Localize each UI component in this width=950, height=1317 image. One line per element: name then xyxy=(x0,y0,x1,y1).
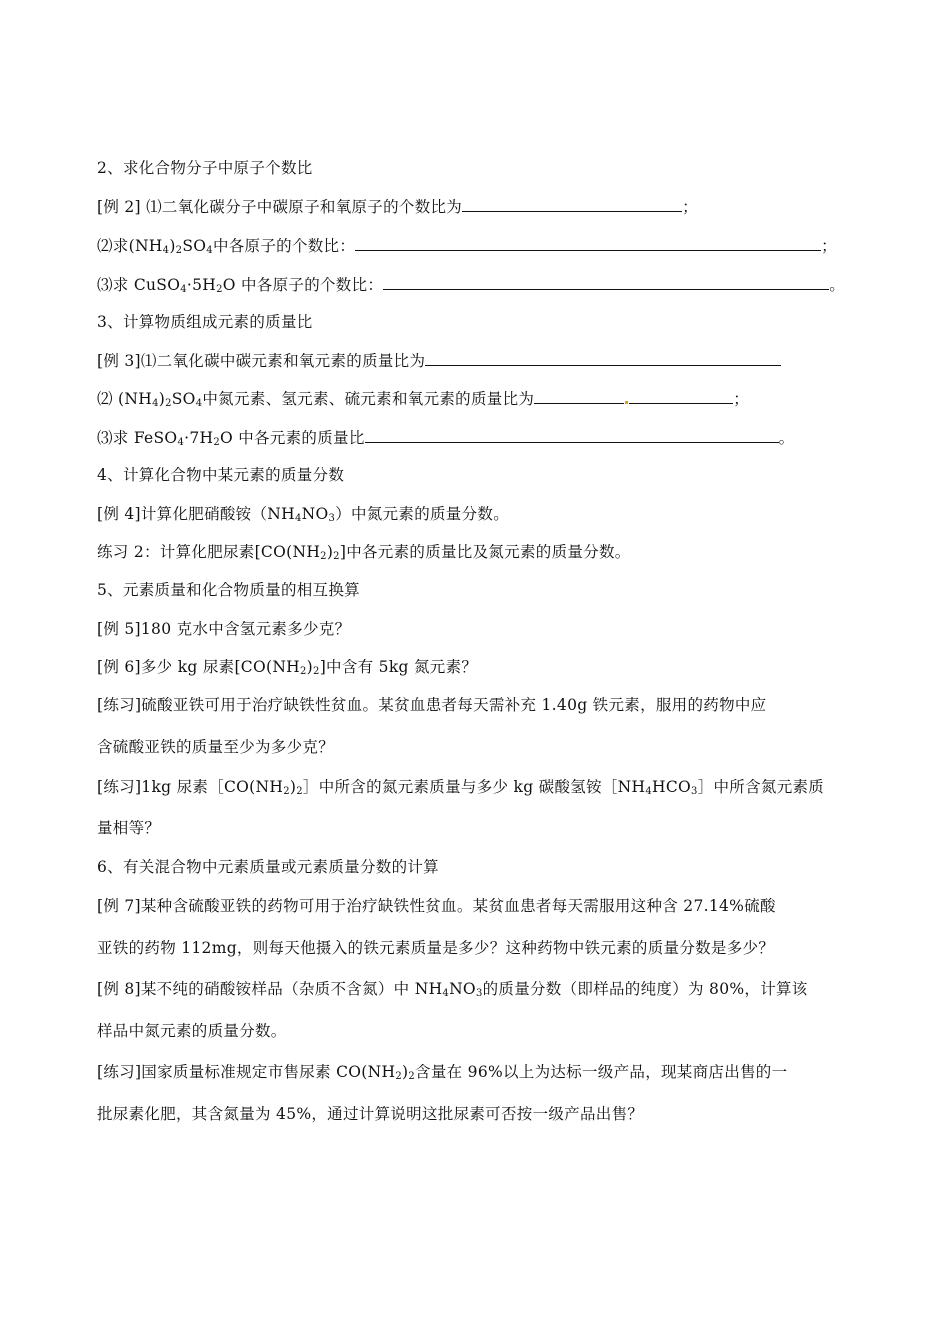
practice-2 xyxy=(97,542,631,562)
subscript: 4 xyxy=(152,398,159,409)
subscript: 2 xyxy=(333,551,340,562)
text: ·5H xyxy=(186,276,217,294)
text: ⑵求(NH xyxy=(97,237,163,255)
text: 中氮元素、氢元素、硫元素和氧元素的质量比为 xyxy=(202,390,535,408)
section-heading-5 xyxy=(97,580,360,600)
text: [例 7]某种含硫酸亚铁的药物可用于治疗缺铁性贫血。某贫血患者每天需服用这种含 27.14%硫酸 xyxy=(97,897,776,915)
answer-blank[interactable] xyxy=(383,274,829,290)
subscript: 4 xyxy=(162,245,170,256)
subscript: 2 xyxy=(283,786,290,797)
punctuation: ； xyxy=(733,390,749,408)
subscript: 2 xyxy=(313,666,320,677)
text: ) xyxy=(306,658,314,676)
subscript: 3 xyxy=(691,786,698,797)
example-7-line-2 xyxy=(97,938,774,958)
example-7-line-1 xyxy=(97,896,776,916)
text: 批尿素化肥，其含氮量为 45%，通过计算说明这批尿素可否按一级产品出售？ xyxy=(97,1105,644,1123)
heading-text: 5、元素质量和化合物质量的相互换算 xyxy=(97,581,360,599)
subscript: 3 xyxy=(328,513,336,524)
text: HCO xyxy=(652,778,692,796)
punctuation: ； xyxy=(821,237,837,255)
example-5 xyxy=(97,619,350,639)
text: NO xyxy=(449,980,476,998)
answer-blank[interactable] xyxy=(425,350,781,366)
text: ) xyxy=(326,543,334,561)
text: [例 5]180 克水中含氢元素多少克？ xyxy=(97,620,351,638)
example-2-part-2 xyxy=(97,235,837,256)
heading-text: 3、计算物质组成元素的质量比 xyxy=(97,313,313,331)
example-4 xyxy=(97,504,509,524)
subscript: 3 xyxy=(475,988,483,999)
subscript: 4 xyxy=(442,988,450,999)
text: ) xyxy=(289,778,297,796)
subscript: 2 xyxy=(165,398,172,409)
text: ⑵ (NH xyxy=(97,390,153,408)
example-8-line-2 xyxy=(97,1021,287,1041)
text: O 中各元素的质量比 xyxy=(220,429,365,447)
text: ］中所含的氮元素质量与多少 kg 碳酸氢铵［NH xyxy=(302,778,646,796)
subscript: 2 xyxy=(216,284,223,295)
example-3-part-3 xyxy=(97,427,794,448)
subscript: 4 xyxy=(195,398,203,409)
text: ·7H xyxy=(184,429,214,447)
text: 的质量分数（即样品的纯度）为 80%，计算该 xyxy=(482,980,808,998)
subscript: 4 xyxy=(645,786,653,797)
subscript: 4 xyxy=(294,513,302,524)
text: 亚铁的药物 112mg，则每天他摄入的铁元素质量是多少？这种药物中铁元素的质量分数是多少？ xyxy=(97,939,775,957)
text: ］中所含氮元素质 xyxy=(697,778,825,796)
text: ) xyxy=(158,390,166,408)
subscript: 4 xyxy=(177,437,185,448)
text: SO xyxy=(171,390,196,408)
text: ⑶求 FeSO xyxy=(97,429,178,447)
text: 练习 2：计算化肥尿素[CO(NH xyxy=(97,543,321,561)
heading-text: 2、求化合物分子中原子个数比 xyxy=(97,159,313,177)
subscript: 2 xyxy=(213,437,220,448)
answer-blank[interactable] xyxy=(462,196,682,212)
text: [例 8]某不纯的硝酸铵样品（杂质不含氮）中 NH xyxy=(97,980,443,998)
ink-mark xyxy=(625,401,628,404)
text: [例 4]计算化肥硝酸铵（NH xyxy=(97,505,295,523)
heading-text: 6、有关混合物中元素质量或元素质量分数的计算 xyxy=(97,858,439,876)
example-2-part-1 xyxy=(97,196,698,217)
subscript: 4 xyxy=(206,245,213,256)
heading-text: 4、计算化合物中某元素的质量分数 xyxy=(97,466,345,484)
punctuation: ； xyxy=(682,198,698,216)
text: O 中各原子的个数比： xyxy=(222,276,384,294)
example-3-part-2 xyxy=(97,388,749,409)
subscript: 2 xyxy=(296,786,303,797)
practice-a-line-2 xyxy=(97,737,334,757)
example-6 xyxy=(97,657,477,677)
practice-a-line-1 xyxy=(97,695,766,715)
text: ]中含有 5kg 氮元素？ xyxy=(319,658,478,676)
section-heading-4 xyxy=(97,465,344,485)
section-heading-2 xyxy=(97,158,313,178)
text: [练习]1kg 尿素［CO(NH xyxy=(97,778,284,796)
example-8-line-1 xyxy=(97,979,808,999)
text: 中各原子的个数比： xyxy=(212,237,356,255)
text: 样品中氮元素的质量分数。 xyxy=(97,1022,287,1040)
answer-blank[interactable] xyxy=(365,427,779,443)
answer-blank[interactable] xyxy=(629,388,733,404)
text: ]中各元素的质量比及氮元素的质量分数。 xyxy=(339,543,631,561)
practice-c-line-2 xyxy=(97,1104,643,1124)
subscript: 2 xyxy=(320,551,327,562)
punctuation: 。 xyxy=(778,429,795,447)
subscript: 2 xyxy=(175,245,183,256)
text: 含硫酸亚铁的质量至少为多少克？ xyxy=(97,738,335,756)
text: [例 6]多少 kg 尿素[CO(NH xyxy=(97,658,300,676)
text: [练习]硫酸亚铁可用于治疗缺铁性贫血。某贫血患者每天需补充 1.40g 铁元素，服用的药物中应 xyxy=(97,696,767,714)
text: [练习]国家质量标准规定市售尿素 CO(NH xyxy=(97,1063,396,1081)
section-heading-6 xyxy=(97,857,439,877)
text: ) xyxy=(402,1063,409,1081)
answer-blank[interactable] xyxy=(534,388,624,404)
subscript: 4 xyxy=(180,284,187,295)
subscript: 2 xyxy=(408,1071,416,1082)
punctuation: 。 xyxy=(829,276,846,294)
question-text: [例 3]⑴二氧化碳中碳元素和氧元素的质量比为 xyxy=(97,352,426,370)
example-3-part-1 xyxy=(97,350,781,371)
subscript: 2 xyxy=(300,666,307,677)
practice-b-line-2 xyxy=(97,818,160,838)
text: SO xyxy=(182,237,207,255)
practice-c-line-1 xyxy=(97,1062,787,1082)
question-text: [例 2] ⑴二氧化碳分子中碳原子和氧原子的个数比为 xyxy=(97,198,463,216)
text: ) xyxy=(169,237,176,255)
text: ⑶求 CuSO xyxy=(97,276,181,294)
example-2-part-3 xyxy=(97,274,845,295)
section-heading-3 xyxy=(97,312,313,332)
answer-blank[interactable] xyxy=(355,235,821,251)
subscript: 2 xyxy=(395,1071,402,1082)
practice-b-line-1 xyxy=(97,777,824,797)
text: 量相等？ xyxy=(97,819,161,837)
text: ）中氮元素的质量分数。 xyxy=(335,505,509,523)
text: NO xyxy=(301,505,329,523)
text: 含量在 96%以上为达标一级产品，现某商店出售的一 xyxy=(415,1063,788,1081)
